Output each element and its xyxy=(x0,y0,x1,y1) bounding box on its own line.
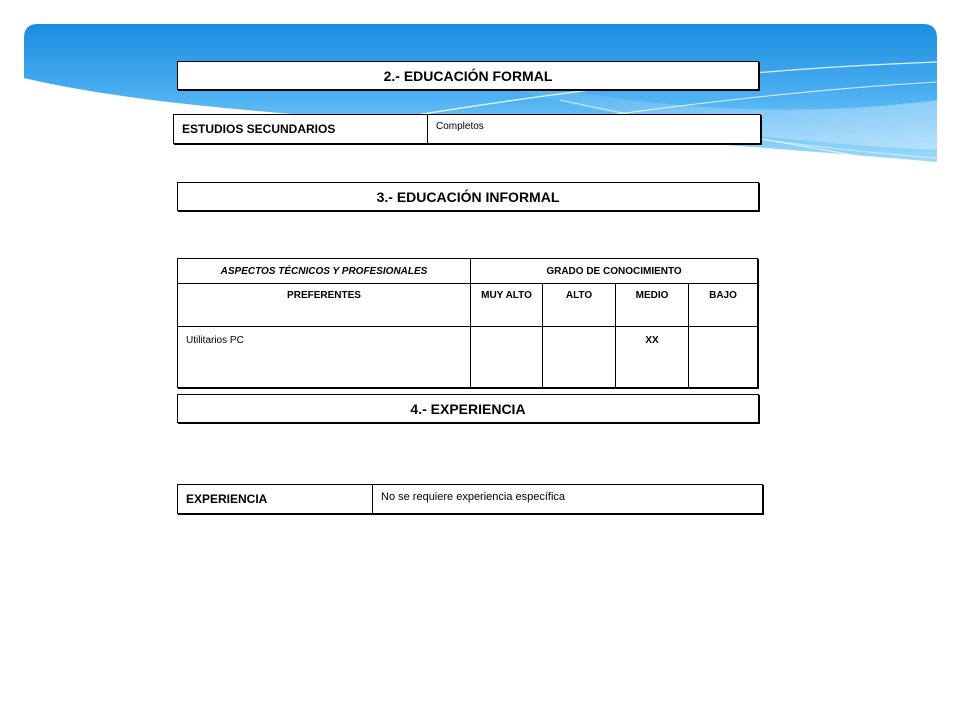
mark-high-cell xyxy=(543,327,616,388)
secondary-studies-value: Completos xyxy=(436,121,484,132)
section-4-title-text: 4.- EXPERIENCIA xyxy=(410,400,526,417)
knowledge-header-row xyxy=(178,259,758,284)
level-low-header: BAJO xyxy=(689,284,758,327)
section-2-title-text: 2.- EDUCACIÓN FORMAL xyxy=(383,67,553,84)
mark-medium-cell: XX xyxy=(616,327,689,388)
section-4-title xyxy=(177,394,759,423)
section-3-title-text: 3.- EDUCACIÓN INFORMAL xyxy=(376,188,560,205)
section-3-title xyxy=(177,182,759,211)
header-wave-banner xyxy=(0,0,960,200)
section-2-title xyxy=(177,61,759,90)
preferred-header: PREFERENTES xyxy=(178,284,471,327)
table-row xyxy=(178,327,758,388)
secondary-studies-label: ESTUDIOS SECUNDARIOS xyxy=(174,115,428,143)
level-high-header: ALTO xyxy=(543,284,616,327)
knowledge-subheader-row xyxy=(178,284,758,327)
mark-low-cell xyxy=(689,327,758,388)
secondary-studies-row xyxy=(173,114,761,144)
level-very-high-header: MUY ALTO xyxy=(471,284,543,327)
knowledge-table xyxy=(177,258,758,388)
aspects-header: ASPECTOS TÉCNICOS Y PROFESIONALES xyxy=(178,259,471,284)
experience-value: No se requiere experiencia específica xyxy=(381,491,566,503)
experience-row xyxy=(177,484,763,514)
level-medium-header: MEDIO xyxy=(616,284,689,327)
aspect-cell: Utilitarios PC xyxy=(178,327,471,388)
mark-very-high-cell xyxy=(471,327,543,388)
experience-label: EXPERIENCIA xyxy=(178,485,373,513)
knowledge-level-header: GRADO DE CONOCIMIENTO xyxy=(471,259,758,284)
